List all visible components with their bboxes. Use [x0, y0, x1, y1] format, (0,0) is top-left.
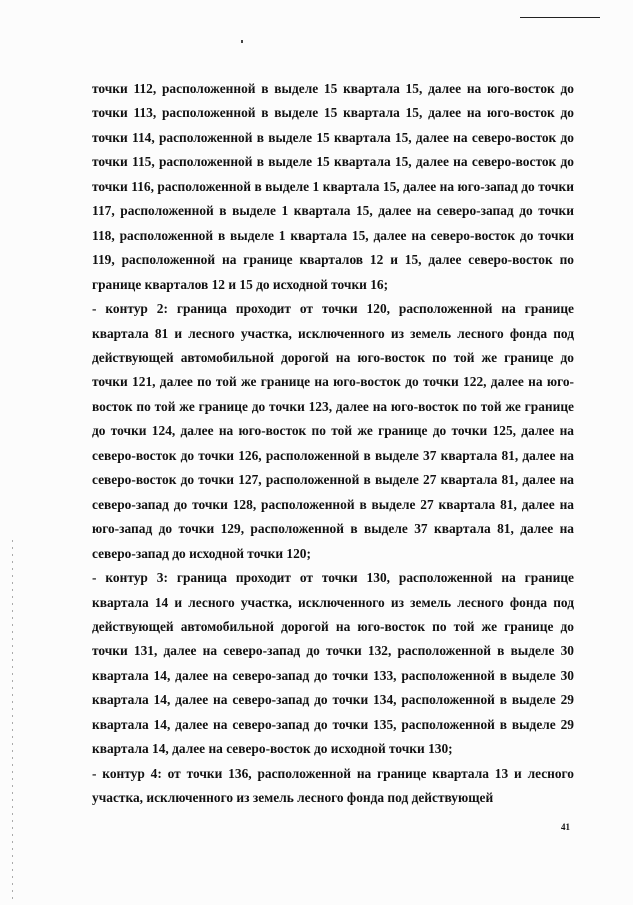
paragraph-contour-4: - контур 4: от точки 136, расположенной на границе квартала 13 и лесного участка, исключенного из земель лесного фонда под действующей	[92, 765, 574, 806]
top-rule	[520, 17, 600, 18]
body-text	[92, 77, 574, 811]
page-number: 41	[561, 822, 570, 832]
paragraph-1: точки 112, расположенной в выделе 15 квартала 15, далее на юго-восток до точки 113, расположенной в выделе 15 квартала 15, далее на юго-восток до точки 114, расположенной в выделе 15 квартала 15, далее на северо-восток до точки 115, расположенной в выделе 15 квартала 15, далее на северо-восток до точки 116, расположенной в выделе 1 квартала 15, далее на юго-запад до точки 117, расположенной в выделе 1 квартала 15, далее на северо-запад до точки 118, расположенной в выделе 1 квартала 15, далее на северо-восток до точки 119, расположенной на границе кварталов 12 и 15, далее северо-восток по границе кварталов 12 и 15 до исходной точки 16;	[92, 81, 574, 292]
paragraph-contour-2: - контур 2: граница проходит от точки 120, расположенной на границе квартала 81 и лесного участка, исключенного из земель лесного фонда под действующей автомобильной дорогой на юго-восток по той же границе до точки 121, далее по той же границе на юго-восток до точки 122, далее на юго-восток по той же границе до точки 123, далее на юго-восток по той же границе до точки 124, далее на юго-восток по той же границе до точки 125, далее на северо-восток до точки 126, расположенной в выделе 37 квартала 81, далее на северо-восток до точки 127, расположенной в выделе 27 квартала 81, далее на северо-запад до точки 128, расположенной в выделе 27 квартала 81, далее на юго-запад до точки 129, расположенной в выделе 37 квартала 81, далее на северо-запад до исходной точки 120;	[92, 301, 574, 561]
paragraph-contour-3: - контур 3: граница проходит от точки 130, расположенной на границе квартала 14 и лесного участка, исключенного из земель лесного фонда под действующей автомобильной дорогой на юго-восток по той же границе до точки 131, далее на северо-запад до точки 132, расположенной в выделе 30 квартала 14, далее на северо-запад до точки 133, расположенной в выделе 30 квартала 14, далее на северо-запад до точки 134, расположенной в выделе 29 квартала 14, далее на северо-запад до точки 135, расположенной в выделе 29 квартала 14, далее на северо-восток до исходной точки 130;	[92, 570, 574, 757]
scan-speck	[241, 40, 243, 43]
scan-edge-shadow	[12, 540, 13, 900]
